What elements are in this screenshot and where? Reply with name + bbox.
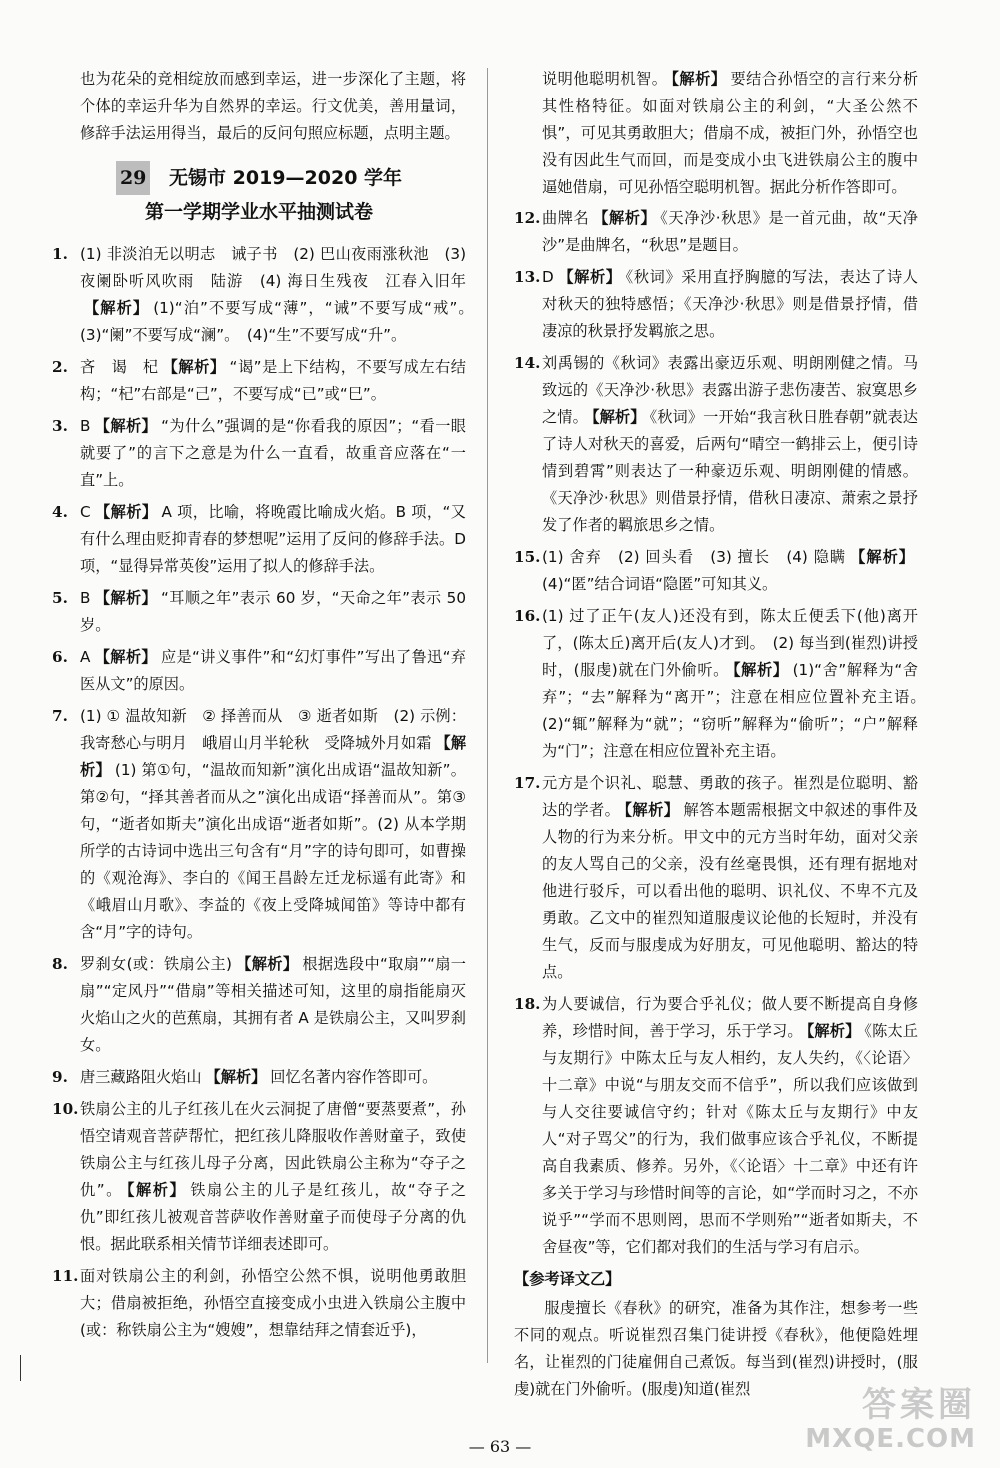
item-number: 8. — [52, 955, 68, 973]
answer-text: (1) ① 温故知新 ② 择善而从 ③ 逝者如斯 (2) 示例：我寄愁心与明月 峨眉山月半轮秋 受降城外月如霜 — [80, 707, 466, 752]
analysis-text: (1)“泊”不要写成“薄”，“诫”不要写成“戒”。 (3)“阑”不要写成“澜”。 (4)“生”不要写成“升”。 — [80, 299, 482, 344]
answer-item — [52, 1096, 466, 1258]
answer-text: 面对铁扇公主的利剑，孙悟空公然不惧，说明他勇敢胆大；借扇被拒绝，孙悟空直接变成小虫进入铁扇公主腹中(或：称铁扇公主为“嫂嫂”，想靠结拜之情套近乎)， — [80, 1267, 466, 1339]
analysis-text: (4)“匿”结合词语“隐匿”可知其义。 — [542, 575, 778, 593]
answer-item — [52, 585, 466, 639]
answer-item — [514, 991, 918, 1261]
analysis-tag: 【解析】 — [624, 801, 680, 819]
analysis-tag: 【解析】 — [671, 70, 727, 88]
item-number: 18. — [514, 995, 541, 1013]
answer-text: 刘禹锡的《秋词》表露出豪迈乐观、明朗刚健之情。马致远的《天净沙·秋思》表露出游子悲伤凄苦、寂寞思乡之情。 — [542, 354, 918, 426]
answer-item — [52, 413, 466, 494]
analysis-text: 要结合孙悟空的言行来分析其性格特征。如面对铁扇公主的利剑，“大圣公然不惧”，可见其勇敢胆大；借扇不成，被拒门外，孙悟空也没有因此生气而回，而是变成小虫飞进铁扇公主的腹中逼她借扇，可见孙悟空聪明机智。据此分析作答即可。 — [542, 70, 919, 196]
analysis-tag: 【解析】 — [126, 1181, 187, 1199]
answer-item — [514, 264, 918, 345]
answer-text: 罗刹女(或：铁扇公主) — [80, 955, 232, 973]
item-number: 2. — [52, 358, 68, 376]
answer-text: 铁扇公主的儿子红孩儿在火云洞捉了唐僧“要蒸要煮”，孙悟空请观音菩萨帮忙，把红孩儿降服收作善财童子，致使铁扇公主与红孩儿母子分离，因此铁扇公主称为“夺子之仇”。 — [80, 1100, 466, 1199]
analysis-text: A 项，比喻，将晚霞比喻成火焰。B 项，“又有什么理由贬抑青春的梦想呢”运用了反问的修辞手法。D 项，“显得异常英俊”运用了拟人的修辞手法。 — [80, 503, 466, 575]
analysis-text: 解答本题需根据文中叙述的事件及人物的行为来分析。甲文中的元方当时年幼，面对父亲的友人骂自己的父亲，没有丝毫畏惧，还有理有据地对他进行驳斥，可以看出他的聪明、识礼仪、不卑不亢及勇敢。乙文中的崔烈知道服虔议论他的长短时，并没有生气，反而与服虔成为好朋友，可见他聪明、豁达的特点。 — [542, 801, 919, 981]
answer-item — [52, 951, 466, 1059]
analysis-tag: 【解析】 — [235, 955, 299, 973]
right-column — [514, 66, 934, 1403]
item-number: 1. — [52, 245, 68, 263]
answer-item — [514, 205, 918, 259]
analysis-tag: 【解析】 — [850, 548, 914, 566]
page-number: — 63 — — [468, 1437, 532, 1456]
intro-continuation: 也为花朵的竞相绽放而感到幸运，进一步深化了主题，将个体的幸运升华为自然界的幸运。行文优美，善用量词，修辞手法运用得当，最后的反问句照应标题，点明主题。 — [80, 70, 466, 142]
analysis-text: 铁扇公主的儿子是红孩儿，故“夺子之仇”即红孩儿被观音菩萨收作善财童子而使母子分离的仇恨。据此联系相关情节详细表述即可。 — [80, 1181, 466, 1253]
answer-text: C — [80, 503, 91, 521]
watermark-logo — [805, 1386, 976, 1454]
item-number: 16. — [514, 607, 541, 625]
analysis-text: “为什么”强调的是“你看我的原因”；“看一眼就要了”的言下之意是为什么一直看，故重音应落在“一直”上。 — [80, 417, 466, 489]
left-column — [52, 66, 482, 1349]
analysis-text: “耳顺之年”表示 60 岁，“天命之年”表示 50 岁。 — [80, 589, 467, 634]
answer-item — [514, 350, 918, 539]
analysis-tag: 【解析】 — [591, 408, 646, 426]
answer-text: (1) 过了正午(友人)还没有到，陈太丘便丢下(他)离开了，(陈太丘)离开后(友人)才到。 (2) 每当到(崔烈)讲授时，(服虔)就在门外偷听。 — [542, 607, 918, 679]
answer-item — [52, 1263, 466, 1344]
analysis-tag: 【解析】 — [732, 661, 789, 679]
item-number: 3. — [52, 417, 68, 435]
answer-text: B — [80, 589, 91, 607]
answer-text: (1) 非淡泊无以明志 诫子书 (2) 巴山夜雨涨秋池 (3) 夜阑卧听风吹雨 陆游 (4) 海日生残夜 江春入旧年 — [80, 245, 466, 290]
answer-item — [514, 603, 934, 765]
analysis-text: 《天净沙·秋思》是一首元曲，故“天净沙”是曲牌名，“秋思”是题目。 — [542, 209, 918, 254]
reference-translation-title: 【参考译文乙】 — [514, 1270, 621, 1288]
answer-text: 唐三藏路阻火焰山 — [80, 1068, 202, 1086]
reference-translation-body: 服虔擅长《春秋》的研究，准备为其作注，想参考一些不同的观点。听说崔烈召集门徒讲授《春秋》，他便隐姓埋名，让崔烈的门徒雇佣自己煮饭。每当到(崔烈)讲授时，(服虔)就在门外偷听。(服虔)知道(崔烈 — [514, 1299, 918, 1398]
analysis-tag: 【解析】 — [806, 1022, 861, 1040]
answer-item — [514, 544, 918, 598]
analysis-text: “谒”是上下结构，不要写成左右结构；“杞”右部是“己”，不要写成“已”或“巳”。 — [80, 358, 466, 403]
analysis-text: (1)“舍”解释为“舍弃”；“去”解释为“离开”；注意在相应位置补充主语。 (2)“辄”解释为“就”；“窃听”解释为“偷听”；“户”解释为“门”；注意在相应位置补充主语。 — [542, 661, 934, 760]
answer-text: (1) 舍弃 (2) 回头看 (3) 擅长 (4) 隐瞒 — [542, 548, 847, 566]
analysis-tag: 【解析】 — [94, 417, 158, 435]
answer-text: 说明他聪明机智。 — [542, 70, 668, 88]
answer-text: B — [80, 417, 91, 435]
analysis-tag: 【解析】 — [94, 503, 158, 521]
analysis-tag: 【解析】 — [593, 209, 657, 227]
item-number: 4. — [52, 503, 68, 521]
item-number: 17. — [514, 774, 541, 792]
answer-text: 元方是个识礼、聪慧、勇敢的孩子。崔烈是位聪明、豁达的学者。 — [542, 774, 918, 819]
right-answer-list — [514, 205, 934, 1261]
item-number: 6. — [52, 648, 68, 666]
analysis-tag: 【解析】 — [94, 589, 158, 607]
answer-item — [52, 644, 466, 698]
analysis-text: 回忆名著内容作答即可。 — [270, 1068, 438, 1086]
answer-text: 吝 谒 杞 — [80, 358, 159, 376]
item-number: 11. — [52, 1267, 79, 1285]
item-number: 12. — [514, 209, 541, 227]
section-title-line1: 无锡市 2019—2020 学年 — [169, 167, 403, 189]
item-11-continuation — [514, 66, 918, 201]
watermark-line1: 答案圈 — [862, 1385, 976, 1425]
analysis-tag: 【解析】 — [162, 358, 226, 376]
item-number: 5. — [52, 589, 68, 607]
analysis-tag: 【解析】 — [84, 299, 150, 317]
analysis-tag: 【解析】 — [80, 734, 467, 779]
answer-item — [52, 354, 466, 408]
answer-item — [52, 241, 482, 349]
answer-item — [52, 1064, 466, 1091]
analysis-tag: 【解析】 — [205, 1068, 267, 1086]
item-number: 7. — [52, 707, 68, 725]
item-number: 10. — [52, 1100, 79, 1118]
analysis-tag: 【解析】 — [94, 648, 157, 666]
column-divider — [487, 68, 488, 1363]
section-number-badge: 29 — [116, 161, 150, 195]
answer-item — [52, 703, 466, 946]
analysis-text: 《秋词》一开始“我言秋日胜春朝”就表达了诗人对秋天的喜爱，后两句“晴空一鹤排云上，便引诗情到碧霄”则表达了一种豪迈乐观、明朗刚健的情感。《天净沙·秋思》则借景抒情，借秋日凄凉、萧索之景抒发了作者的羁旅思乡之情。 — [542, 408, 918, 534]
item-number: 13. — [514, 268, 541, 286]
watermark-line2: MXQE.COM — [805, 1424, 976, 1454]
item-number: 9. — [52, 1068, 68, 1086]
analysis-text: (1) 第①句，“温故而知新”演化出成语“温故知新”。第②句，“择其善者而从之”演化出成语“择善而从”。第③句，“逝者如斯夫”演化出成语“逝者如斯”。(2) 从本学期所学的古诗词中选出三句含有“月”字的诗句即可，如曹操的《观沧海》、李白的《闻王昌龄左迁龙标遥有此寄》和《峨眉山月歌》、李益的《夜上受降城闻笛》等诗中都有含“月”字的诗句。 — [80, 761, 466, 941]
answer-text: 为人要诚信，行为要合乎礼仪；做人要不断提高自身修养，珍惜时间，善于学习，乐于学习。 — [542, 995, 918, 1040]
section-title-line2: 第一学期学业水平抽测试卷 — [144, 201, 373, 223]
analysis-text: 《陈太丘与友期行》中陈太丘与友人相约，友人失约，《〈论语〉十二章》中说“与朋友交而不信乎”，所以我们应该做到与人交往要诚信守约；针对《陈太丘与友期行》中友人“对子骂父”的行为，我们做事应该合乎礼仪，不断提高自我素质、修养。另外，《〈论语〉十二章》中还有许多关于学习与珍惜时间等的言论，如“学而时习之，不亦说乎”“学而不思则罔，思而不学则殆”“逝者如斯夫，不舍昼夜”等，它们都对我们的生活与学习有启示。 — [542, 1022, 918, 1256]
analysis-text: 根据选段中“取扇”“扇一扇”“定风丹”“借扇”等相关描述可知，这里的扇指能扇灭火焰山之火的芭蕉扇，其拥有者 A 是铁扇公主，又叫罗刹女。 — [80, 955, 466, 1054]
answer-text: A — [80, 648, 91, 666]
answer-item — [52, 499, 466, 580]
analysis-text: 应是“讲义事件”和“幻灯事件”写出了鲁迅“弃医从文”的原因。 — [80, 648, 466, 693]
margin-mark — [20, 1355, 21, 1381]
left-answer-list — [52, 241, 482, 1344]
section-heading — [52, 161, 466, 229]
item-number: 14. — [514, 354, 541, 372]
analysis-tag: 【解析】 — [557, 268, 622, 286]
answer-text: 曲牌名 — [542, 209, 590, 227]
answer-item — [514, 770, 918, 986]
analysis-text: 《秋词》采用直抒胸臆的写法，表达了诗人对秋天的独特感悟；《天净沙·秋思》则是借景抒情，借凄凉的秋景抒发羁旅之思。 — [542, 268, 918, 340]
item-number: 15. — [514, 548, 541, 566]
answer-text: D — [542, 268, 554, 286]
